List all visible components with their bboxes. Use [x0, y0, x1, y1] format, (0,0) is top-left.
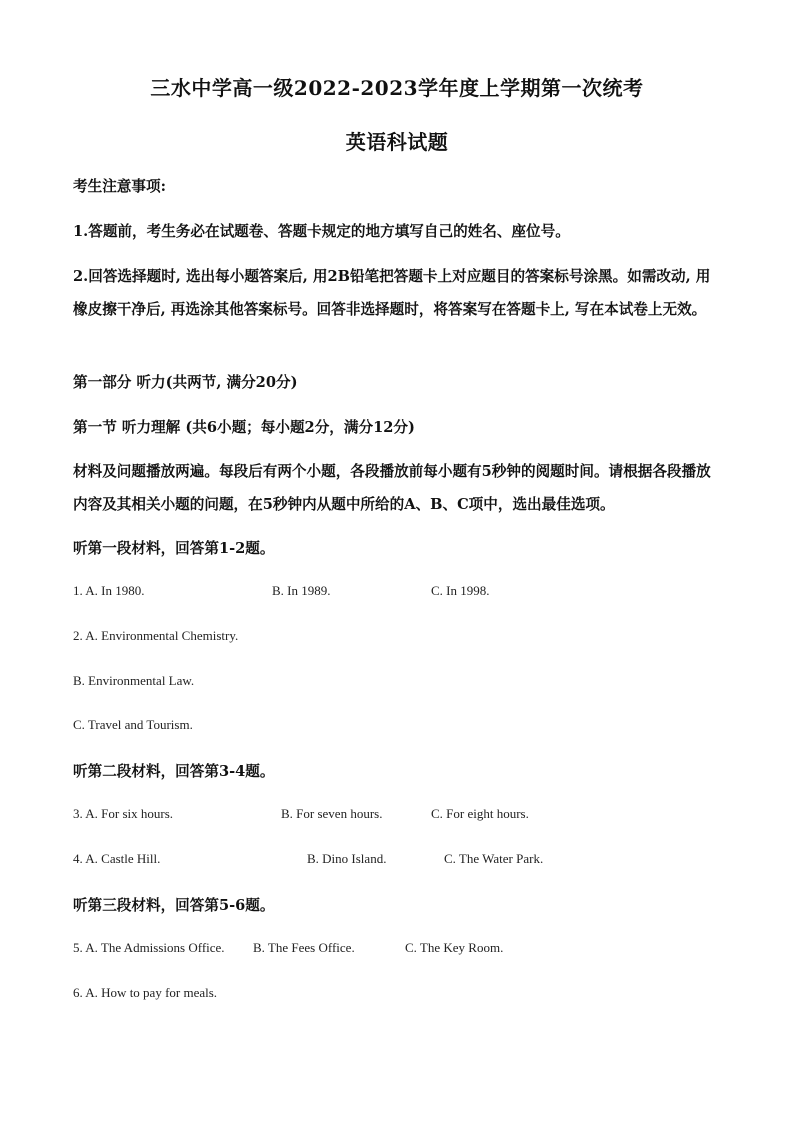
listen-prompt-3: 听第三段材料，回答第5-6题。 — [73, 897, 275, 914]
part-one-heading: 第一部分 听力(共两节, 满分20分) — [73, 374, 298, 391]
q3-option-b: B. For seven hours. — [281, 806, 383, 821]
q6-option-a: 6. A. How to pay for meals. — [73, 985, 218, 1000]
q3-option-a: 3. A. For six hours. — [73, 806, 174, 821]
q1-option-c: C. In 1998. — [431, 583, 490, 598]
listening-instructions: 材料及问题播放两遍。每段后有两个小题，各段播放前每小题有5秒钟的阅题时间。请根据各段播放内容及其相关小题的问题，在5秒钟内从题中所给的A、B、C项中，选出最佳选项。 — [73, 463, 711, 513]
q3-option-c: C. For eight hours. — [431, 806, 529, 821]
exam-title: 三水中学高一级2022-2023学年度上学期第一次统考 — [150, 76, 644, 100]
q5-option-c: C. The Key Room. — [405, 940, 504, 955]
q2-option-c: C. Travel and Tourism. — [73, 717, 193, 732]
q4-option-c: C. The Water Park. — [444, 851, 544, 866]
q1-option-b: B. In 1989. — [272, 583, 331, 598]
q2-option-a: 2. A. Environmental Chemistry. — [73, 628, 239, 643]
listen-prompt-1: 听第一段材料，回答第1-2题。 — [73, 540, 275, 557]
notice-item-2: 2.回答选择题时, 选出每小题答案后, 用2B铅笔把答题卡上对应题目的答案标号涂黑。如需改动, 用橡皮擦干净后, 再选涂其他答案标号。回答非选择题时，将答案写在答题卡上, 写在本试卷上无效。 — [73, 268, 711, 318]
notice-heading: 考生注意事项: — [73, 178, 166, 195]
q1-option-a: 1. A. In 1980. — [73, 583, 145, 598]
q4-option-a: 4. A. Castle Hill. — [73, 851, 161, 866]
q5-option-a: 5. A. The Admissions Office. — [73, 940, 225, 955]
q2-option-b: B. Environmental Law. — [73, 673, 195, 688]
q5-option-b: B. The Fees Office. — [253, 940, 355, 955]
q4-option-b: B. Dino Island. — [307, 851, 387, 866]
exam-subtitle: 英语科试题 — [345, 130, 449, 154]
section-one-heading: 第一节 听力理解 (共6小题；每小题2分，满分12分) — [73, 419, 415, 436]
listen-prompt-2: 听第二段材料，回答第3-4题。 — [73, 763, 275, 780]
notice-item-1: 1.答题前，考生务必在试题卷、答题卡规定的地方填写自己的姓名、座位号。 — [73, 223, 570, 240]
